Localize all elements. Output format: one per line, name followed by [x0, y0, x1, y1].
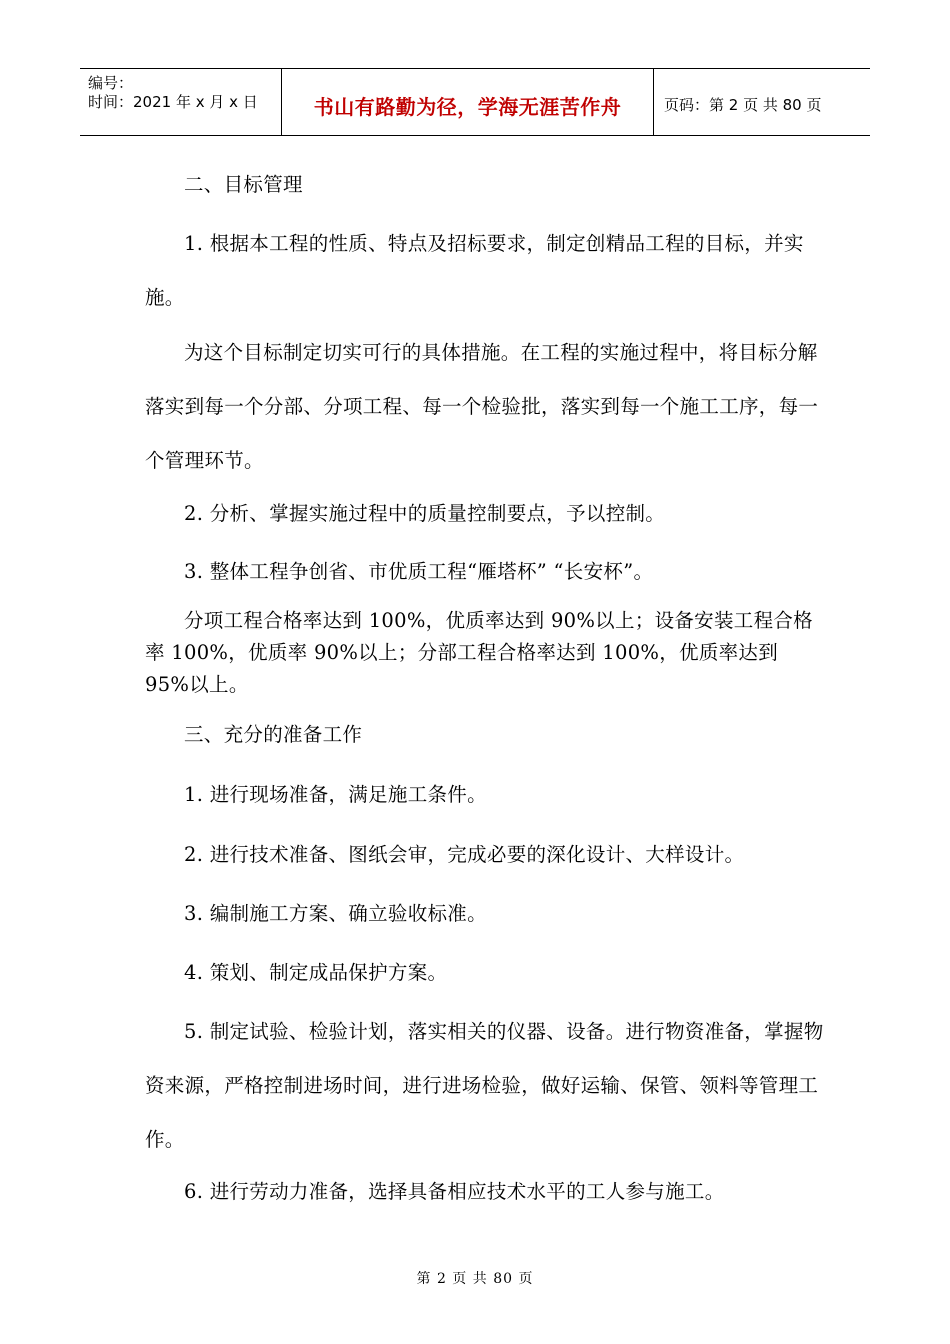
paragraph-goal-3: 3. 整体工程争创省、市优质工程“雁塔杯” “长安杯”。: [184, 560, 654, 583]
section-heading-preparation: 三、充分的准备工作: [184, 723, 363, 746]
header-meta-cell: [80, 69, 282, 135]
paragraph-prep-1: 1. 进行现场准备，满足施工条件。: [184, 783, 487, 806]
paragraph-prep-3: 3. 编制施工方案、确立验收标准。: [184, 902, 487, 925]
paragraph-goal-measures: 为这个目标制定切实可行的具体措施。在工程的实施过程中，将目标分解落实到每一个分部、分项工程、每一个检验批，落实到每一个施工工序，每一个管理环节。: [145, 341, 819, 472]
paragraph-quality-rates: 分项工程合格率达到 100%，优质率达到 90%以上；设备安装工程合格率 100%，优质率 90%以上；分部工程合格率达到 100%，优质率达到 95%以上。: [145, 609, 813, 696]
header-motto: 书山有路勤为径，学海无涯苦作舟: [313, 95, 622, 119]
paragraph-prep-6: 6. 进行劳动力准备，选择具备相应技术水平的工人参与施工。: [184, 1180, 725, 1203]
page-footer: 第 2 页 共 80 页: [416, 1271, 534, 1287]
header-page-cell: [654, 69, 870, 135]
document-number-label: 编号：: [88, 74, 134, 92]
header-motto-cell: [282, 69, 654, 135]
paragraph-goal-2: 2. 分析、掌握实施过程中的质量控制要点，予以控制。: [184, 502, 666, 525]
document-header: [80, 68, 870, 136]
paragraph-prep-5: 5. 制定试验、检验计划，落实相关的仪器、设备。进行物资准备，掌握物资来源，严格控制进场时间，进行进场检验，做好运输、保管、领料等管理工作。: [145, 1020, 824, 1151]
paragraph-prep-4: 4. 策划、制定成品保护方案。: [184, 961, 448, 984]
document-date: 时间：2021 年 x 月 x 日: [88, 93, 258, 111]
header-page-number: 页码：第 2 页 共 80 页: [664, 96, 822, 114]
paragraph-prep-2: 2. 进行技术准备、图纸会审，完成必要的深化设计、大样设计。: [184, 843, 745, 866]
section-heading-goal-management: 二、目标管理: [184, 173, 303, 196]
paragraph-goal-1: 1. 根据本工程的性质、特点及招标要求，制定创精品工程的目标，并实施。: [145, 232, 804, 309]
